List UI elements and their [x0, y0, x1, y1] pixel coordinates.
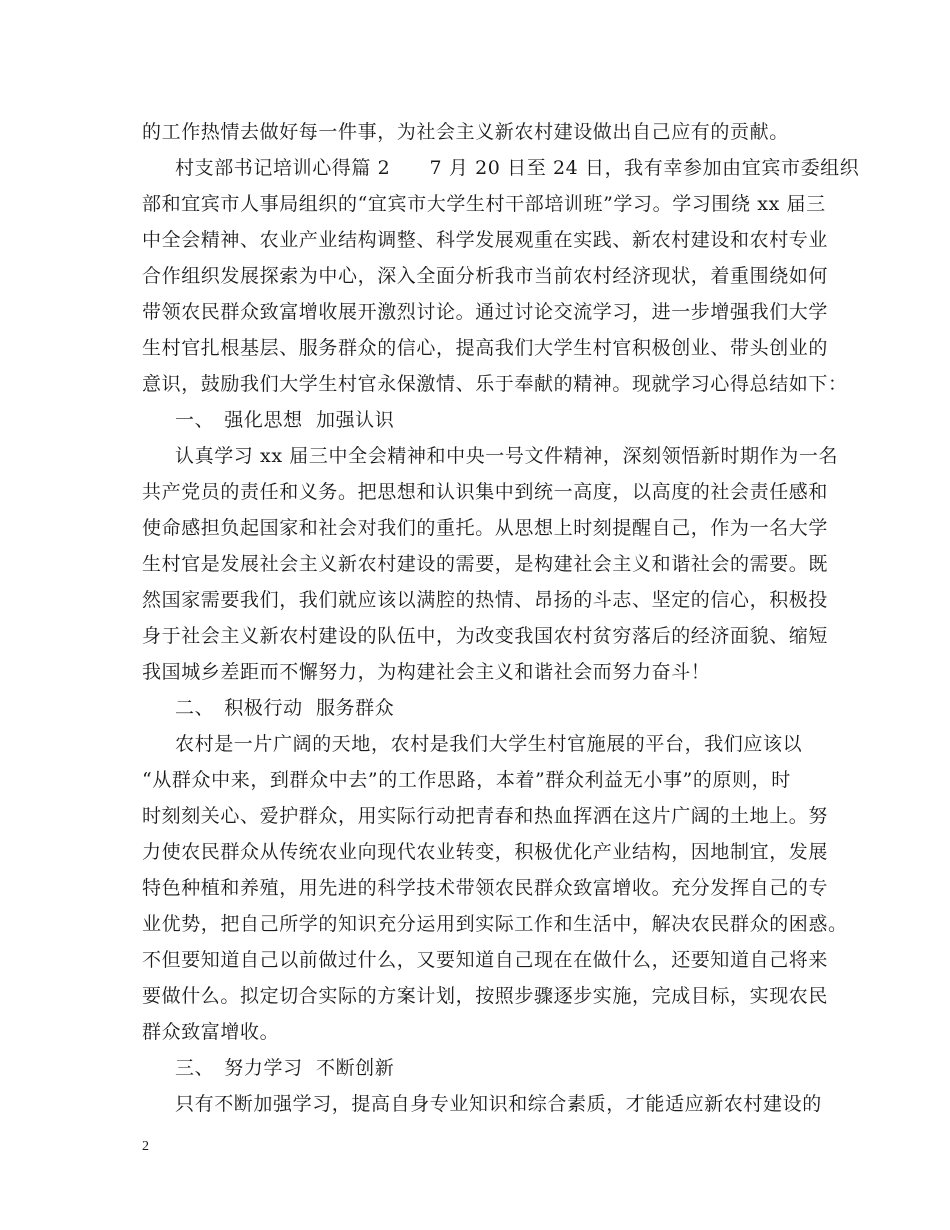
text-line: 生村官是发展社会主义新农村建设的需要，是构建社会主义和谐社会的需要。既: [142, 553, 829, 575]
text-line: 村支部书记培训心得篇 2 7 月 20 日至 24 日，我有幸参加由宜宾市委组织: [175, 157, 860, 179]
text-line: 我国城乡差距而不懈努力，为构建社会主义和谐社会而努力奋斗！: [142, 661, 711, 683]
text-line: 合作组织发展探索为中心，深入全面分析我市当前农村经济现状，着重围绕如何: [142, 265, 829, 287]
section-heading: 一、 强化思想 加强认识: [175, 409, 395, 431]
text-line: 特色种植和养殖，用先进的科学技术带领农民群众致富增收。充分发挥自己的专: [142, 877, 829, 899]
text-line: 中全会精神、农业产业结构调整、科学发展观重在实践、新农村建设和农村专业: [142, 229, 829, 251]
text-line: 认真学习 xx 届三中全会精神和中央一号文件精神，深刻领悟新时期作为一名: [175, 445, 839, 467]
text-line: 共产党员的责任和义务。把思想和认识集中到统一高度，以高度的社会责任感和: [142, 481, 829, 503]
text-line: 群众致富增收。: [142, 1021, 280, 1043]
text-line: 使命感担负起国家和社会对我们的重托。从思想上时刻提醒自己，作为一名大学: [142, 517, 829, 539]
text-line: 的工作热情去做好每一件事，为社会主义新农村建设做出自己应有的贡献。: [142, 121, 789, 143]
text-line: 农村是一片广阔的天地，农村是我们大学生村官施展的平台，我们应该以: [175, 733, 803, 755]
section-heading: 二、 积极行动 服务群众: [175, 697, 395, 719]
text-line: 力使农民群众从传统农业向现代农业转变，积极优化产业结构，因地制宜，发展: [142, 841, 829, 863]
text-line: 要做什么。拟定切合实际的方案计划，按照步骤逐步实施，完成目标，实现农民: [142, 985, 829, 1007]
text-line: 带领农民群众致富增收展开激烈讨论。通过讨论交流学习，进一步增强我们大学: [142, 301, 829, 323]
page-number: 2: [142, 1139, 149, 1154]
text-line: 然国家需要我们，我们就应该以满腔的热情、昂扬的斗志、坚定的信心，积极投: [142, 589, 829, 611]
text-line: “从群众中来，到群众中去”的工作思路，本着”群众利益无小事”的原则，时: [142, 769, 791, 791]
text-line: 意识，鼓励我们大学生村官永保激情、乐于奉献的精神。现就学习心得总结如下：: [142, 373, 848, 395]
text-line: 业优势，把自己所学的知识充分运用到实际工作和生活中，解决农民群众的困惑。: [142, 913, 848, 935]
text-line: 时刻刻关心、爱护群众，用实际行动把青春和热血挥洒在这片广阔的土地上。努: [142, 805, 829, 827]
text-line: 部和宜宾市人事局组织的“宜宾市大学生村干部培训班”学习。学习围绕 xx 届三: [142, 193, 826, 215]
section-heading: 三、 努力学习 不断创新: [175, 1057, 395, 1079]
text-line: 身于社会主义新农村建设的队伍中，为改变我国农村贫穷落后的经济面貌、缩短: [142, 625, 829, 647]
text-line: 不但要知道自己以前做过什么，又要知道自己现在在做什么，还要知道自己将来: [142, 949, 829, 971]
text-line: 只有不断加强学习，提高自身专业知识和综合素质，才能适应新农村建设的: [175, 1093, 822, 1115]
text-line: 生村官扎根基层、服务群众的信心，提高我们大学生村官积极创业、带头创业的: [142, 337, 829, 359]
